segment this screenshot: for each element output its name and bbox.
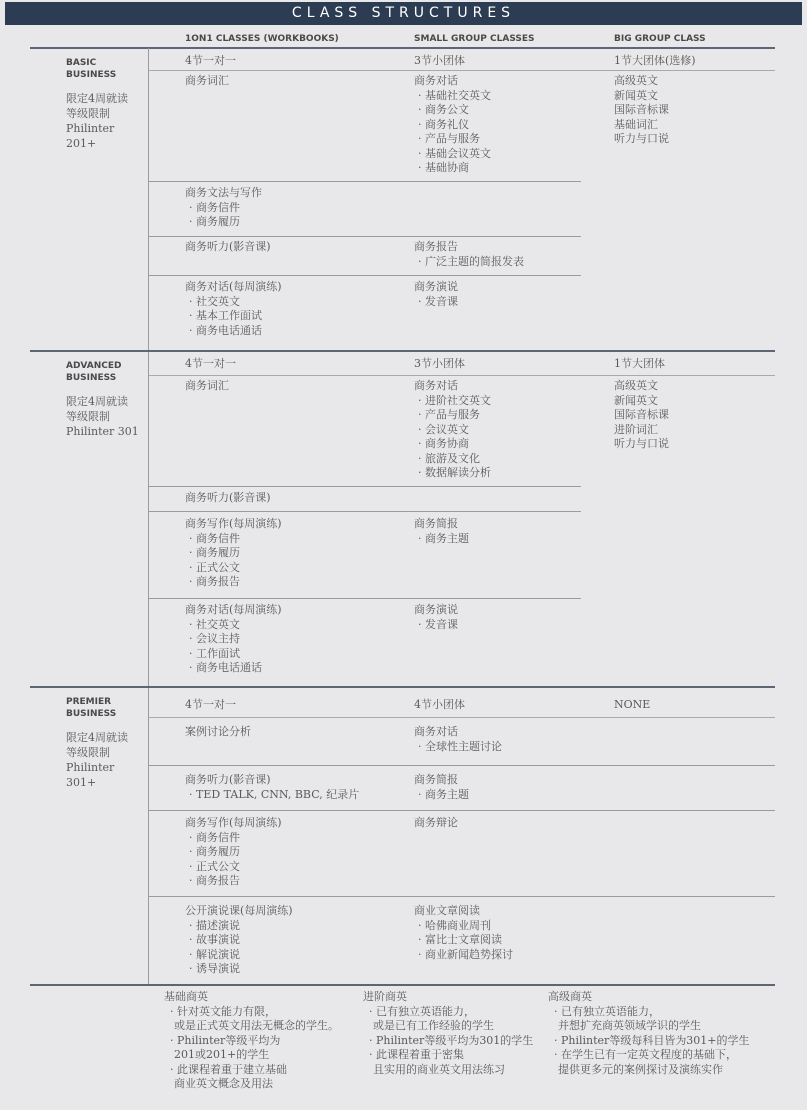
cell-title: 商务对话: [414, 725, 458, 738]
prem-r4-small: [414, 904, 513, 962]
footer-premier: [548, 990, 750, 1077]
adv-r2-1on1: [185, 491, 271, 506]
cell-title: 商务对话(每周演练): [185, 603, 282, 616]
section-divider: [30, 686, 775, 688]
cell-item: 国际音标课: [614, 103, 669, 116]
adv-1on1-count: 4节一对一: [185, 357, 236, 370]
cell-bullet: · 正式公文: [185, 561, 282, 576]
footer-bullet: · Philinter等级平均为: [164, 1034, 339, 1049]
cell-bullet: · 商务电话通话: [185, 324, 282, 339]
cell-bullet: · 商务主题: [414, 532, 469, 547]
cell-title: 商务听力(影音课): [185, 240, 271, 253]
cell-bullet: · TED TALK, CNN, BBC, 纪录片: [185, 788, 359, 803]
cell-bullet: · 诱导演说: [185, 962, 293, 977]
cell-title: 案例讨论分析: [185, 725, 251, 738]
cell-bullet: · 广泛主题的简报发表: [414, 255, 524, 270]
cell-bullet: · 基础协商: [414, 161, 491, 176]
section-divider: [30, 350, 775, 352]
cell-item: 高级英文: [614, 379, 658, 392]
cell-bullet: · 商务礼仪: [414, 118, 491, 133]
cell-bullet: · 商务公文: [414, 103, 491, 118]
cell-title: 商业文章阅读: [414, 904, 480, 917]
level-name: ADVANCED BUSINESS: [66, 361, 122, 383]
footer-bullet: · 已有独立英语能力，: [548, 1005, 750, 1020]
cell-bullet: · 描述演说: [185, 919, 293, 934]
adv-small-count: 3节小团体: [414, 357, 465, 370]
footer-cont: 或是正式英文用法无概念的学生。: [174, 1019, 339, 1032]
cell-title: 商务听力(影音课): [185, 491, 271, 504]
footer-advanced: [363, 990, 533, 1077]
col-header-1on1: 1ON1 CLASSES (WORKBOOKS): [185, 34, 339, 44]
prem-small-count: 4节小团体: [414, 698, 465, 711]
basic-small-count: 3节小团体: [414, 54, 465, 67]
footer-title: 基础商英: [164, 990, 208, 1003]
cell-title: 商务写作(每周演练): [185, 517, 282, 530]
cell-bullet: · 商务主题: [414, 788, 469, 803]
page-banner: CLASS STRUCTURES: [5, 2, 802, 25]
cell-bullet: · 商务信件: [185, 831, 282, 846]
cell-title: 商务演说: [414, 280, 458, 293]
cell-bullet: · 商务报告: [185, 874, 282, 889]
section-divider: [30, 984, 775, 986]
prem-r4-1on1: [185, 904, 293, 977]
cell-bullet: · 发音课: [414, 295, 458, 310]
footer-bullet: · Philinter等级每科目皆为301+的学生: [548, 1034, 750, 1049]
cell-bullet: · 旅游及文化: [414, 452, 491, 467]
cell-bullet: · 产品与服务: [414, 132, 491, 147]
row-divider: [149, 810, 775, 811]
cell-bullet: · 商业新闻趋势探讨: [414, 948, 513, 963]
prem-1on1-count: 4节一对一: [185, 698, 236, 711]
cell-item: 新闻英文: [614, 88, 658, 102]
cell-bullet: · 商务协商: [414, 437, 491, 452]
cell-bullet: · 全球性主题讨论: [414, 740, 502, 755]
column-divider: [148, 352, 149, 686]
row-divider: [149, 896, 775, 897]
prem-r1-small: [414, 725, 502, 754]
cell-bullet: · 社交英文: [185, 295, 282, 310]
footer-bullet: · 此课程着重于建立基础: [164, 1063, 339, 1078]
footer-bullet: · 已有独立英语能力，: [363, 1005, 533, 1020]
cell-bullet: · 产品与服务: [414, 408, 491, 423]
cell-title: 商务写作(每周演练): [185, 816, 282, 829]
cell-bullet: · 社交英文: [185, 618, 282, 633]
level-name: BASIC BUSINESS: [66, 58, 117, 80]
level-advanced: [66, 360, 146, 439]
cell-item: 国际音标课: [614, 408, 669, 421]
col-header-big-group: BIG GROUP CLASS: [614, 34, 706, 44]
adv-r1-small: [414, 379, 491, 481]
cell-title: 商务辩论: [414, 816, 458, 829]
cell-title: 商务对话(每周演练): [185, 280, 282, 293]
cell-bullet: · 商务报告: [185, 575, 282, 590]
prem-r2-1on1: [185, 773, 359, 802]
level-premier: [66, 696, 146, 790]
cell-bullet: · 商务信件: [185, 201, 262, 216]
cell-title: 商务听力(影音课): [185, 773, 271, 786]
basic-r3-small: [414, 240, 524, 269]
level-line: 限定4周就读: [66, 395, 128, 408]
footer-cont: 201或201+的学生: [174, 1048, 270, 1061]
cell-bullet: · 基础社交英文: [414, 89, 491, 104]
cell-bullet: · 富比士文章阅读: [414, 933, 513, 948]
footer-bullet: · 在学生已有一定英文程度的基础下，: [548, 1048, 750, 1063]
level-line: 等级限制: [66, 746, 110, 759]
cell-bullet: · 故事演说: [185, 933, 293, 948]
level-line: 等级限制: [66, 107, 110, 120]
adv-big-count: 1节大团体: [614, 357, 665, 370]
adv-r4-1on1: [185, 603, 282, 676]
row-divider: [149, 598, 581, 599]
level-line: Philinter 301: [66, 425, 139, 438]
row-divider: [149, 181, 581, 182]
cell-bullet: · 商务电话通话: [185, 661, 282, 676]
cell-bullet: · 工作面试: [185, 647, 282, 662]
footer-title: 进阶商英: [363, 990, 407, 1003]
basic-big-count: 1节大团体(选修): [614, 54, 696, 67]
cell-bullet: · 会议主持: [185, 632, 282, 647]
adv-r4-small: [414, 603, 458, 632]
cell-title: 商务对话: [414, 379, 458, 392]
level-line: Philinter 301+: [66, 761, 115, 789]
footer-cont: 或是已有工作经验的学生: [373, 1019, 494, 1032]
row-divider: [149, 486, 581, 487]
cell-title: 商务词汇: [185, 379, 229, 392]
level-basic: [66, 57, 146, 151]
cell-item: 听力与口说: [614, 132, 669, 145]
row-divider: [149, 375, 775, 376]
col-header-small-group: SMALL GROUP CLASSES: [414, 34, 535, 44]
cell-item: 进阶词汇: [614, 422, 658, 436]
cell-bullet: · 进阶社交英文: [414, 394, 491, 409]
row-divider: [149, 765, 775, 766]
adv-big-list: [614, 379, 669, 452]
prem-r3-1on1: [185, 816, 282, 889]
cell-title: 商务简报: [414, 517, 458, 530]
level-line: 限定4周就读: [66, 731, 128, 744]
cell-title: 商务简报: [414, 773, 458, 786]
prem-r3-small: [414, 816, 458, 831]
footer-bullet: · 针对英文能力有限，: [164, 1005, 339, 1020]
cell-item: 基础词汇: [614, 117, 658, 131]
prem-r2-small: [414, 773, 469, 802]
footer-title: 高级商英: [548, 990, 592, 1003]
cell-bullet: · 商务信件: [185, 532, 282, 547]
row-divider: [149, 236, 581, 237]
basic-r3-1on1: [185, 240, 271, 255]
column-divider: [148, 48, 149, 351]
level-name: PREMIER BUSINESS: [66, 697, 117, 719]
basic-r1-1on1: [185, 74, 229, 89]
cell-item: 高级英文: [614, 74, 658, 87]
cell-bullet: · 解说演说: [185, 948, 293, 963]
cell-bullet: · 商务履历: [185, 546, 282, 561]
row-divider: [149, 511, 581, 512]
cell-bullet: · 数据解读分析: [414, 466, 491, 481]
adv-r1-1on1: [185, 379, 229, 394]
cell-bullet: · 基础会议英文: [414, 147, 491, 162]
header-divider: [30, 47, 775, 49]
row-divider: [149, 70, 775, 71]
cell-title: 商务词汇: [185, 74, 229, 87]
cell-item: 听力与口说: [614, 437, 669, 450]
footer-bullet: · 此课程着重于密集: [363, 1048, 533, 1063]
basic-r1-small: [414, 74, 491, 176]
level-line: Philinter 201+: [66, 122, 115, 150]
prem-r1-1on1: [185, 725, 251, 740]
basic-r2-1on1: [185, 186, 262, 230]
footer-cont: 提供更多元的案例探讨及演练实作: [558, 1062, 723, 1076]
cell-title: 商务报告: [414, 240, 458, 253]
footer-bullet: · Philinter等级平均为301的学生: [363, 1034, 533, 1049]
footer-basic: [164, 990, 339, 1092]
footer-cont: 且实用的商业英文用法练习: [373, 1062, 505, 1076]
cell-bullet: · 基本工作面试: [185, 309, 282, 324]
basic-big-list: [614, 74, 669, 147]
cell-bullet: · 商务履历: [185, 215, 262, 230]
basic-r4-small: [414, 280, 458, 309]
level-line: 等级限制: [66, 410, 110, 423]
footer-cont: 商业英文概念及用法: [174, 1077, 273, 1090]
level-line: 限定4周就读: [66, 92, 128, 105]
column-divider: [148, 688, 149, 984]
footer-cont: 并想扩充商英领域学识的学生: [558, 1019, 701, 1032]
adv-r3-1on1: [185, 517, 282, 590]
prem-big-count: NONE: [614, 698, 651, 711]
cell-title: 商务演说: [414, 603, 458, 616]
cell-bullet: · 发音课: [414, 618, 458, 633]
cell-title: 公开演说课(每周演练): [185, 904, 293, 917]
cell-bullet: · 商务履历: [185, 845, 282, 860]
row-divider: [149, 717, 775, 718]
basic-1on1-count: 4节一对一: [185, 54, 236, 67]
basic-r4-1on1: [185, 280, 282, 338]
cell-bullet: · 哈佛商业周刊: [414, 919, 513, 934]
cell-item: 新闻英文: [614, 393, 658, 407]
cell-title: 商务文法与写作: [185, 186, 262, 199]
cell-bullet: · 正式公文: [185, 860, 282, 875]
adv-r3-small: [414, 517, 469, 546]
row-divider: [149, 275, 581, 276]
cell-bullet: · 会议英文: [414, 423, 491, 438]
cell-title: 商务对话: [414, 74, 458, 87]
